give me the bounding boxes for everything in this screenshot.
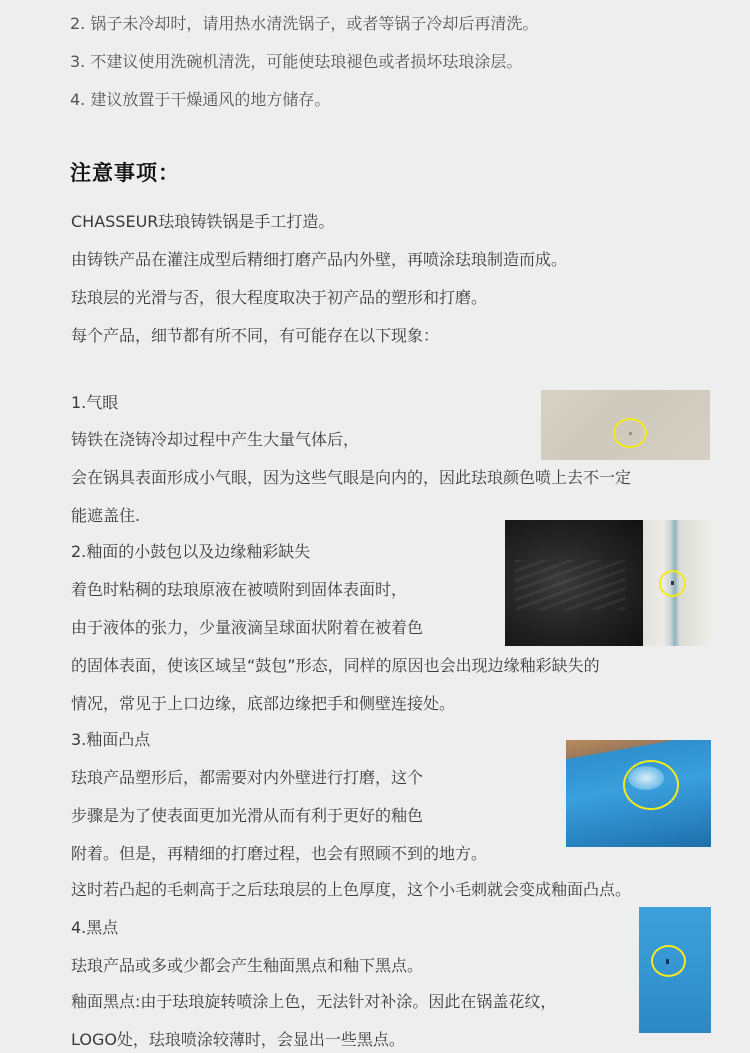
intro-line: CHASSEUR珐琅铸铁锅是手工打造。 bbox=[71, 212, 335, 231]
edge-chip-dot bbox=[671, 581, 674, 585]
air-hole-photo bbox=[541, 390, 710, 460]
section-text: 釉面黑点:由于珐琅旋转喷涂上色，无法针对补涂。因此在锅盖花纹， bbox=[71, 992, 557, 1011]
section-text: 能遮盖住. bbox=[71, 506, 141, 525]
section-text: 步骤是为了使表面更加光滑从而有利于更好的釉色 bbox=[71, 806, 424, 825]
intro-line: 每个产品，细节都有所不同，有可能存在以下现象： bbox=[71, 326, 440, 345]
section-text: 由于液体的张力，少量液滴呈球面状附着在被着色 bbox=[71, 618, 424, 637]
black-spot-dot bbox=[666, 959, 669, 964]
black-spot-photo bbox=[639, 907, 711, 1033]
section-text: 的固体表面，使该区域呈“鼓包”形态，同样的原因也会出现边缘釉彩缺失的 bbox=[71, 656, 600, 675]
section-title-black-spot: 4.黑点 bbox=[71, 918, 119, 937]
intro-line: 由铸铁产品在灌注成型后精细打磨产品内外壁，再喷涂珐琅制造而成。 bbox=[71, 250, 568, 269]
section-title-bump: 3.釉面凸点 bbox=[71, 730, 151, 749]
section-text: 珐琅产品塑形后，都需要对内外壁进行打磨，这个 bbox=[71, 768, 424, 787]
section-title-bubble: 2.釉面的小鼓包以及边缘釉彩缺失 bbox=[71, 542, 311, 561]
section-text: 情况，常见于上口边缘，底部边缘把手和侧壁连接处。 bbox=[71, 694, 456, 713]
section-text: 会在锅具表面形成小气眼，因为这些气眼是向内的，因此珐琅颜色喷上去不一定 bbox=[71, 468, 632, 487]
edge-chip-photo bbox=[643, 520, 711, 646]
intro-line: 珐琅层的光滑与否，很大程度取决于初产品的塑形和打磨。 bbox=[71, 288, 488, 307]
air-hole-dot bbox=[629, 432, 632, 435]
section-text: 附着。但是，再精细的打磨过程，也会有照顾不到的地方。 bbox=[71, 844, 488, 863]
notice-heading: 注意事项： bbox=[70, 161, 180, 185]
section-title-air-hole: 1.气眼 bbox=[71, 393, 119, 412]
care-tip-2: 2. 锅子未冷却时，请用热水清洗锅子，或者等锅子冷却后再清洗。 bbox=[70, 14, 539, 33]
section-text: 着色时粘稠的珐琅原液在被喷附到固体表面时， bbox=[71, 580, 408, 599]
section-text: 铸铁在浇铸冷却过程中产生大量气体后， bbox=[71, 430, 360, 449]
care-tip-3: 3. 不建议使用洗碗机清洗，可能使珐琅褪色或者损坏珐琅涂层。 bbox=[70, 52, 523, 71]
bump-photo bbox=[566, 740, 711, 847]
highlight-circle bbox=[623, 760, 679, 810]
section-text: 珐琅产品或多或少都会产生釉面黑点和釉下黑点。 bbox=[71, 956, 424, 975]
bubble-photo-black bbox=[505, 520, 643, 646]
bubble-texture bbox=[515, 560, 625, 610]
section-text: 这时若凸起的毛刺高于之后珐琅层的上色厚度，这个小毛刺就会变成釉面凸点。 bbox=[71, 880, 632, 899]
care-tip-4: 4. 建议放置于干燥通风的地方储存。 bbox=[70, 90, 331, 109]
section-text: LOGO处，珐琅喷涂较薄时，会显出一些黑点。 bbox=[71, 1030, 405, 1049]
